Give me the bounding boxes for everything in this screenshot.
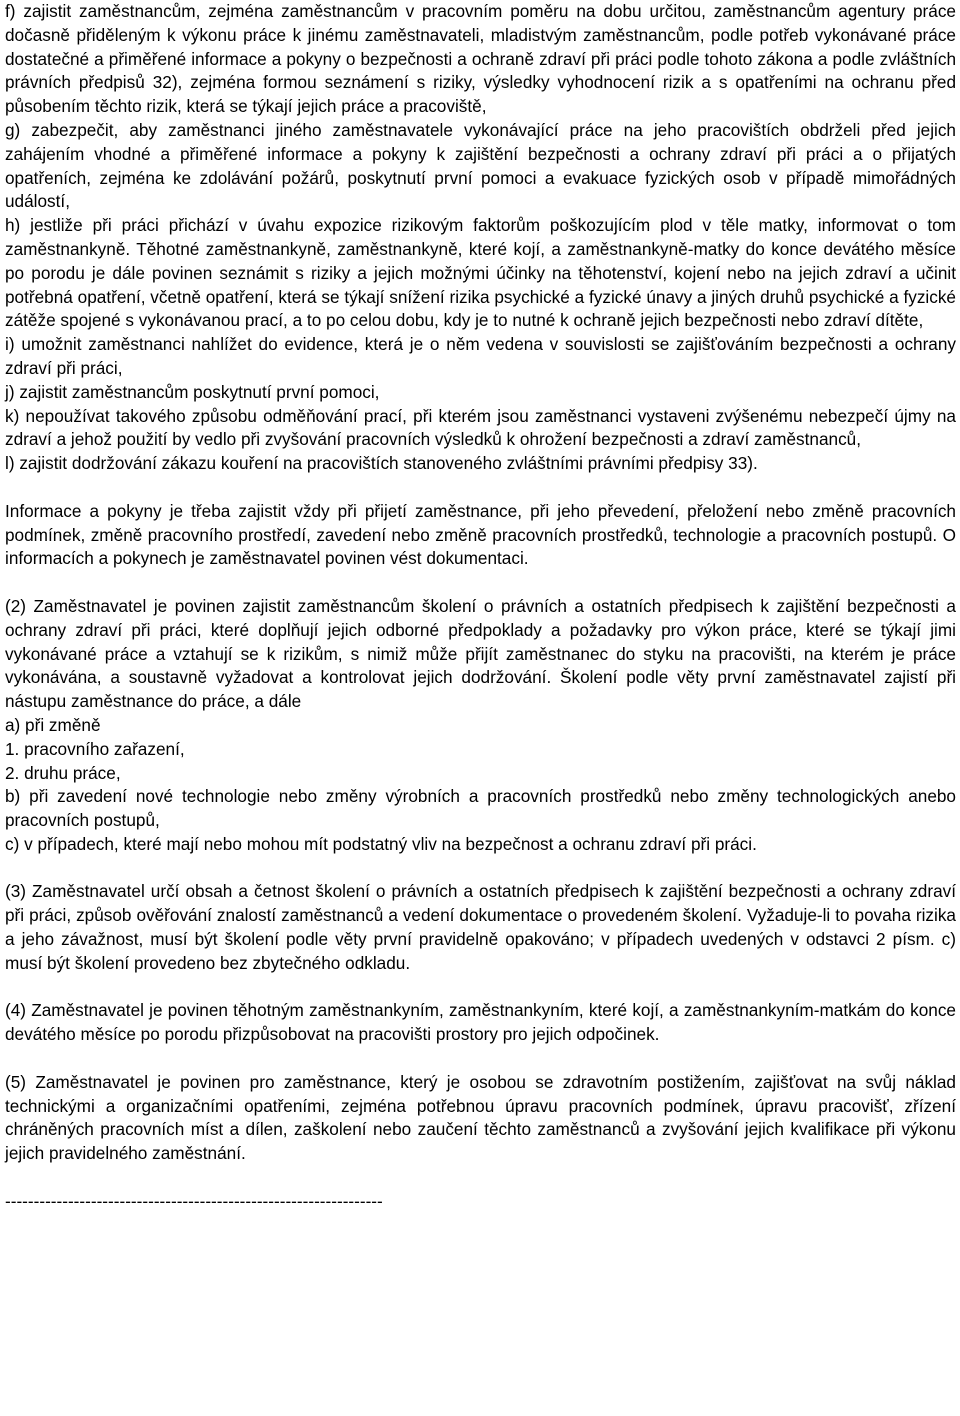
paragraph-gap xyxy=(5,976,956,1000)
section-4: (4) Zaměstnavatel je povinen těhotným zaměstnankyním, zaměstnankyním, které kojí, a zaměstnankyním-matkám do konce devátého měsíce po porodu přizpůsobovat na pracovišti prostory pro jejich odpočinek. xyxy=(5,1000,956,1045)
section-2-item-a1: 1. pracovního zařazení, xyxy=(5,738,185,759)
list-item-i: i) umožnit zaměstnanci nahlížet do evidence, která je o něm vedena v souvislosti se zajišťováním bezpečnosti a ochrany zdraví při práci, xyxy=(5,334,956,378)
list-item-k: k) nepoužívat takového způsobu odměňování prací, při kterém jsou zaměstnanci vystaveni zvýšenému nebezpečí újmy na zdraví a jehož použití by vedlo při zvyšování pracovních výsledků k ohrožení bezpečnosti a zdraví zaměstnanců, xyxy=(5,405,956,450)
section-3: (3) Zaměstnavatel určí obsah a četnost školení o právních a ostatních předpisech k zajištění bezpečnosti a ochrany zdraví při práci, způsob ověřování znalostí zaměstnanců a vedení dokumentace o provedeném školení. Vyžaduje-li to povaha rizika a jeho závažnost, musí být školení podle věty první pravidelně opakováno; v případech uvedených v odstavci 2 písm. c) musí být školení provedeno bez zbytečného odkladu. xyxy=(5,881,956,973)
section-2-item-c: c) v případech, které mají nebo mohou mít podstatný vliv na bezpečnost a ochranu zdraví při práci. xyxy=(5,833,757,854)
section-2-item-a2: 2. druhu práce, xyxy=(5,762,121,783)
section-5: (5) Zaměstnavatel je povinen pro zaměstnance, který je osobou se zdravotním postižením, zajišťovat na svůj náklad technickými a organizačními opatřeními, zejména potřebnou úpravu pracovních podmínek, úpravu pracovišť, zřízení chráněných pracovních míst a dílen, zaškolení nebo zaučení těchto zaměstnanců a zvyšování jejich kvalifikace při výkonu jejich pravidelného zaměstnání. xyxy=(5,1071,956,1164)
paragraph-gap xyxy=(5,1047,956,1071)
list-item-h: h) jestliže při práci přichází v úvahu expozice rizikovým faktorům poškozujícím plod v těle matky, informovat o tom zaměstnankyně. Těhotné zaměstnankyně, zaměstnankyně, které kojí, a zaměstnankyně-matky do konce devátého měsíce po porodu je dále povinen seznámit s riziky a jejich možnými účinky na těhotenství, kojení nebo na jejich zdraví a učinit potřebná opatření, včetně opatření, která se týkají snížení rizika psychické a fyzické únavy a jiných druhů psychické a fyzické zátěže spojené s vykonávanou prací, a to po celou dobu, kdy je to nutné k ochraně jejich bezpečnosti nebo zdraví dítěte, xyxy=(5,215,956,331)
list-item-j: j) zajistit zaměstnancům poskytnutí první pomoci, xyxy=(5,381,380,402)
paragraph-gap xyxy=(5,571,956,595)
paragraph-gap xyxy=(5,476,956,500)
list-item-f: f) zajistit zaměstnancům, zejména zaměstnancům v pracovním poměru na dobu určitou, zaměstnancům agentury práce dočasně přiděleným k výkonu práce k jinému zaměstnavateli, mladistvým zaměstnancům, podle potřeb vykonávané práce dostatečné a přiměřené informace a pokyny o bezpečnosti a ochraně zdraví při práci podle tohoto zákona a podle zvláštních právních předpisů 32), zejména formou seznámení s riziky, výsledky vyhodnocení rizik a s opatřeními na ochranu před působením těchto rizik, která se týkají jejich práce a pracoviště, xyxy=(5,1,956,117)
list-item-l: l) zajistit dodržování zákazu kouření na pracovištích stanoveného zvláštními právními předpisy 33). xyxy=(5,453,758,474)
section-2-item-b: b) při zavedení nové technologie nebo změny výrobních a pracovních prostředků nebo změny technologických anebo pracovních postupů, xyxy=(5,786,956,831)
section-2-item-a: a) při změně xyxy=(5,714,101,735)
list-item-g: g) zabezpečit, aby zaměstnanci jiného zaměstnavatele vykonávající práce na jeho pracovištích obdrželi před jejich zahájením vhodné a přiměřené informace a pokyny k zajištění bezpečnosti a ochrany zdraví při práci a o přijatých opatřeních, zejména ke zdolávání požárů, poskytnutí první pomoci a evakuace fyzických osob v případě mimořádných událostí, xyxy=(5,119,956,212)
section-2-intro: (2) Zaměstnavatel je povinen zajistit zaměstnancům školení o právních a ostatních předpisech k zajištění bezpečnosti a ochrany zdraví při práci, které doplňují jejich odborné předpoklady a požadavky pro výkon práce, které se týkají jimi vykonávané práce a vztahují se k rizikům, s nimiž může přijít zaměstnanec do styku na pracovišti, na kterém je práce vykonávána, a soustavně vyžadovat a kontrolovat jejich dodržování. Školení podle věty první zaměstnavatel zajistí při nástupu zaměstnance do práce, a dále xyxy=(5,595,956,712)
footnote-separator: ------------------------------------------------------------------ xyxy=(5,1190,383,1211)
document-page xyxy=(5,0,956,1214)
info-paragraph: Informace a pokyny je třeba zajistit vždy při přijetí zaměstnance, při jeho převedení, přeložení nebo změně pracovních podmínek, změně pracovního prostředí, zavedení nebo změně pracovních prostředků, technologie a pracovních postupů. O informacích a pokynech je zaměstnavatel povinen vést dokumentaci. xyxy=(5,500,956,569)
paragraph-gap xyxy=(5,857,956,881)
